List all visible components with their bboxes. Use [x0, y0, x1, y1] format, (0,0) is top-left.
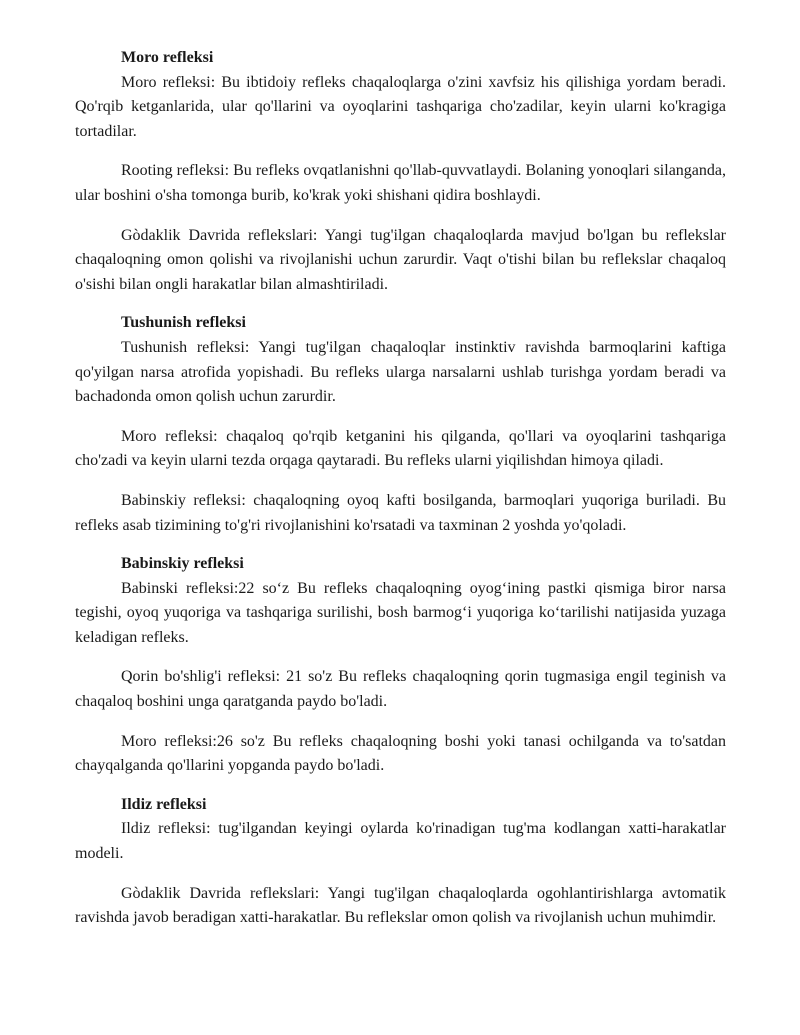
paragraph: Moro refleksi: chaqaloq qo'rqib ketganini his qilganda, qo'llari va oyoqlarini tashqariga cho'zadi va keyin ularni tezda orqaga qaytaradi. Bu refleks ularni yiqilishdan himoya qiladi.: [75, 427, 726, 470]
paragraph: Gòdaklik Davrida reflekslari: Yangi tug'ilgan chaqaloqlarda ogohlantirishlarga avtomatik ravishda javob beradigan xatti-harakatlar. Bu reflekslar omon qolish va rivojlanish uchun muhimdir.: [75, 884, 726, 927]
section-heading: Ildiz refleksi: [121, 795, 207, 813]
paragraph: Babinskiy refleksi: chaqaloqning oyoq kafti bosilganda, barmoqlari yuqoriga buriladi. Bu refleks asab tizimining to'g'ri rivojlanishini ko'rsatadi va taxminan 2 yoshda yo'qoladi.: [75, 491, 726, 534]
paragraph: Moro refleksi:26 so'z Bu refleks chaqaloqning boshi yoki tanasi ochilganda va to'satdan chayqalganda qo'llarini yopganda paydo bo'ladi.: [75, 732, 726, 775]
paragraph: Babinski refleksi:22 so‘z Bu refleks chaqaloqning oyog‘ining pastki qismiga biror narsa tegishi, oyoq yuqoriga va tashqariga surilishi, bosh barmog‘i yuqoriga ko‘tarilishi natijasida yuzaga keladigan refleks.: [75, 579, 726, 646]
section-moro: [75, 46, 726, 297]
paragraph: Rooting refleksi: Bu refleks ovqatlanishni qo'llab-quvvatlaydi. Bolaning yonoqlari silanganda, ular boshini o'sha tomonga burib, ko'krak yoki shishani qidira boshlaydi.: [75, 162, 726, 204]
paragraph: Qorin bo'shlig'i refleksi: 21 so'z Bu refleks chaqaloqning qorin tugmasiga engil teginish va chaqaloq boshini unga qaratganda paydo bo'ladi.: [75, 668, 726, 711]
section-heading: Moro refleksi: [121, 49, 214, 66]
section-tushunish: [75, 311, 726, 538]
section-ildiz: [75, 793, 726, 931]
paragraph: Ildiz refleksi: tug'ilgandan keyingi oylarda ko'rinadigan tug'ma kodlangan xatti-harakatlar modeli.: [75, 820, 726, 863]
section-heading: Tushunish refleksi: [121, 314, 246, 332]
paragraph: Moro refleksi: Bu ibtidoiy refleks chaqaloqlarga o'zini xavfsiz his qilishiga yordam beradi. Qo'rqib ketganlarida, ular qo'llarini va oyoqlarini tashqariga cho'zadilar, keyin ularni ko'kragiga tortadilar.: [75, 73, 726, 140]
section-heading: Babinskiy refleksi: [121, 555, 244, 573]
section-babinskiy: [75, 552, 726, 779]
paragraph: Tushunish refleksi: Yangi tug'ilgan chaqaloqlar instinktiv ravishda barmoqlarini kaftiga qo'yilgan narsa atrofida yopishadi. Bu refleks ularga narsalarni ushlab turishga yordam beradi va bachadonda omon qolish uchun zarurdir.: [75, 338, 726, 406]
paragraph: Gòdaklik Davrida reflekslari: Yangi tug'ilgan chaqaloqlarda mavjud bo'lgan bu reflekslar chaqaloqning omon qolishi va rivojlanishi uchun zarurdir. Vaqt o'tishi bilan bu reflekslar chaqaloq o'sishi bilan ongli harakatlar bilan almashtiriladi.: [75, 226, 726, 293]
